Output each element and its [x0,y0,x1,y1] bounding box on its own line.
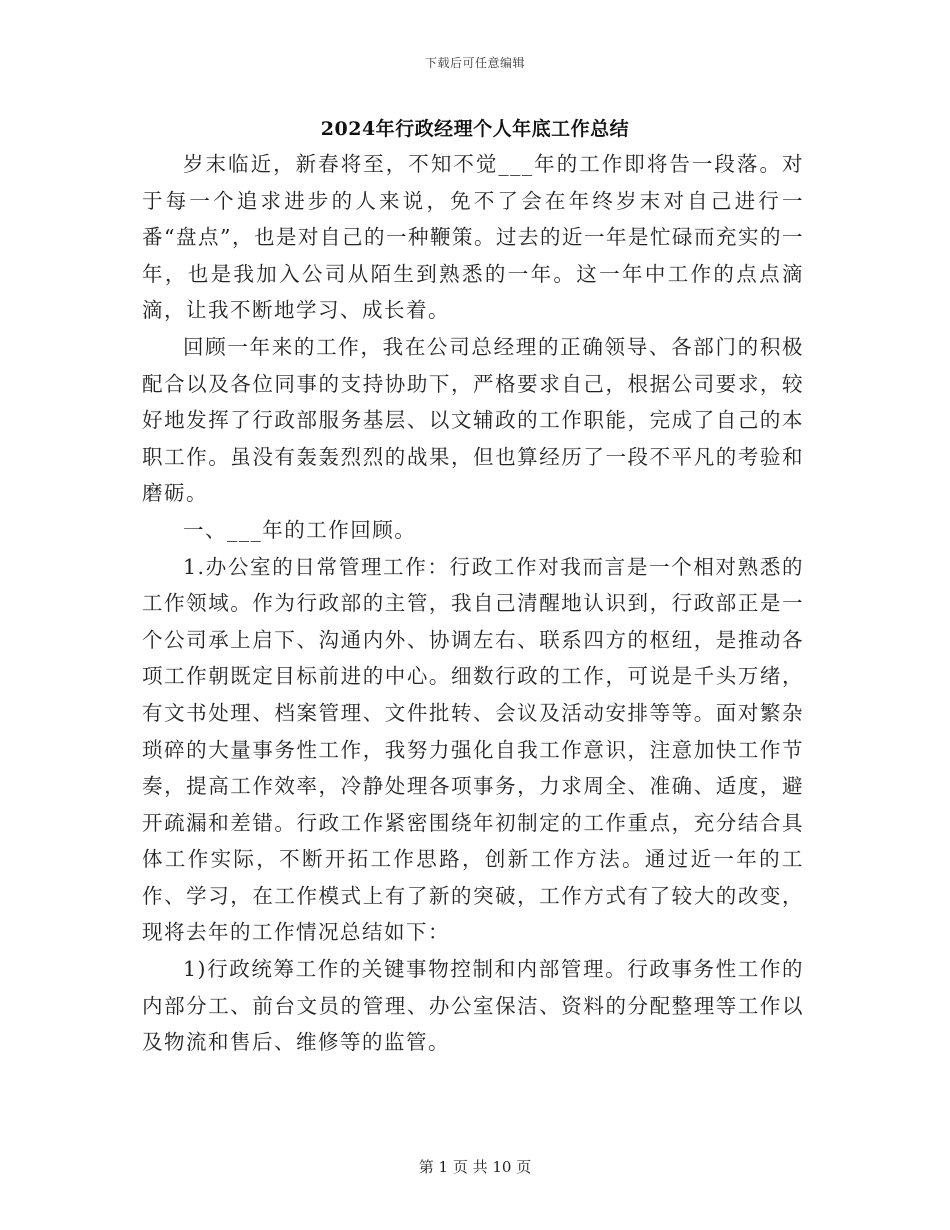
document-body [142,146,804,1061]
paragraph-review: 回顾一年来的工作，我在公司总经理的正确领导、各部门的积极配合以及各位同事的支持协助下，严格要求自己，根据公司要求，较好地发挥了行政部服务基层、以文辅政的工作职能，完成了自己的本职工作。虽没有轰轰烈烈的战果，但也算经历了一段不平凡的考验和磨砺。 [142,334,804,506]
paragraph-admin-coordination: 1)行政统筹工作的关键事物控制和内部管理。行政事务性工作的内部分工、前台文员的管理、办公室保洁、资料的分配整理等工作以及物流和售后、维修等的监管。 [142,957,804,1055]
paragraph-office-management: 1.办公室的日常管理工作：行政工作对我而言是一个相对熟悉的工作领域。作为行政部的主管，我自己清醒地认识到，行政部正是一个公司承上启下、沟通内外、协调左右、联系四方的枢纽，是推动各项工作朝既定目标前进的中心。细数行政的工作，可说是千头万绪，有文书处理、档案管理、文件批转、会议及活动安排等等。面对繁杂琐碎的大量事务性工作，我努力强化自我工作意识，注意加快工作节奏，提高工作效率，冷静处理各项事务，力求周全、准确、适度，避开疏漏和差错。行政工作紧密围绕年初制定的工作重点，充分结合具体工作实际，不断开拓工作思路，创新工作方法。通过近一年的工作、学习，在工作模式上有了新的突破，工作方式有了较大的改变，现将去年的工作情况总结如下： [142,554,804,945]
document-title: 2024年行政经理个人年底工作总结 [320,118,630,140]
section-heading-work-review: 一、___年的工作回顾。 [183,517,417,542]
paragraph-intro: 岁末临近，新春将至，不知不觉___年的工作即将告一段落。对于每一个追求进步的人来说，免不了会在年终岁末对自己进行一番“盘点”，也是对自己的一种鞭策。过去的近一年是忙碌而充实的一年，也是我加入公司从陌生到熟悉的一年。这一年中工作的点点滴滴，让我不断地学习、成长着。 [142,152,804,323]
download-edit-note: 下载后可任意编辑 [424,56,525,70]
page-number: 第 1 页 共 10 页 [418,1158,532,1176]
